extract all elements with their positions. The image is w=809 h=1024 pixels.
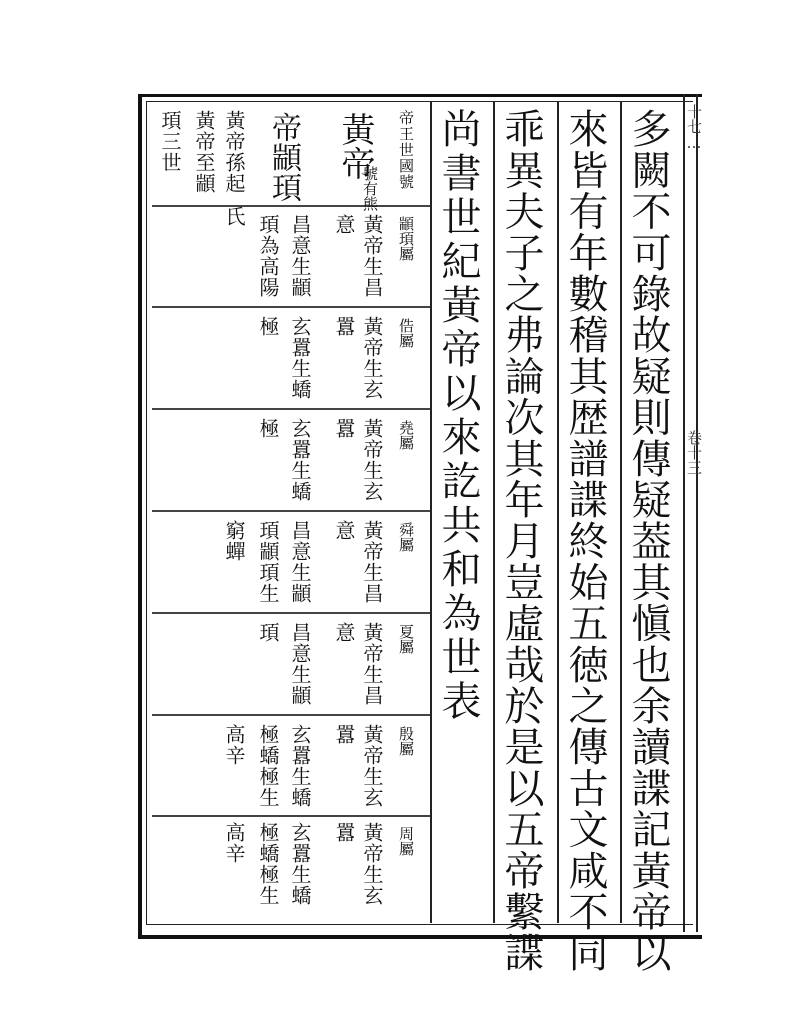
table-row-rule [152, 510, 430, 512]
preface-column-2: 來皆有年數稽其歴譜諜終始五徳之傳古文咸不同 [562, 108, 608, 974]
preface-column-3: 乖異夫子之弗論次其年月豈虛哉於是以五帝繫諜 [498, 108, 544, 974]
table-cell-suffix: 意 [332, 622, 356, 643]
table-cell: 昌意生顓 [288, 520, 312, 604]
table-header-cell: 顓頊屬 [397, 216, 415, 261]
table-cell: 極蟜極生 [256, 822, 280, 906]
table-cell: 黃帝生昌 [360, 214, 384, 298]
table-cell-suffix: 意 [332, 214, 356, 235]
preface-column-1: 多闕不可錄故疑則傳疑葢其愼也余讀諜記黃帝以 [625, 108, 671, 974]
margin-divider [683, 94, 685, 932]
table-cell: 黃帝生玄 [360, 316, 384, 400]
table-row-rule [152, 612, 430, 614]
table-row-rule [152, 408, 430, 410]
table-header-cell: 周屬 [397, 826, 415, 856]
margin-volume: 卷十三 [685, 430, 703, 475]
emperor-note-huangdi: 號有熊 [361, 166, 379, 211]
table-cell: 玄囂生蟜 [288, 418, 312, 502]
table-header-cell: 俈屬 [397, 318, 415, 348]
column-rule [620, 101, 622, 923]
table-header-cell: 堯屬 [397, 420, 415, 450]
table-cell: 高辛 [222, 724, 246, 766]
table-cell-suffix: 囂 [332, 724, 356, 745]
table-header-cell: 夏屬 [397, 624, 415, 654]
table-cell: 極 [256, 418, 280, 439]
table-cell: 高辛 [222, 822, 246, 864]
table-row-rule [152, 205, 430, 207]
table-cell: 玄囂生蟜 [288, 822, 312, 906]
table-cell: 黃帝生玄 [360, 822, 384, 906]
column-rule [557, 101, 559, 923]
column-rule [430, 101, 432, 923]
emperor-name-zhuanxu: 帝顓頊 [266, 112, 301, 202]
table-cell-suffix: 囂 [332, 418, 356, 439]
table-cell: 玄囂生蟜 [288, 316, 312, 400]
table-note-suffix: 氏 [222, 206, 246, 227]
table-cell: 昌意生顓 [288, 214, 312, 298]
table-cell-suffix: 意 [332, 520, 356, 541]
emperor-name-huangdi: 黃帝 [335, 112, 375, 180]
preface-column-4: 尚書世紀黃帝以來訖共和為世表 [435, 108, 481, 724]
margin-edge [696, 94, 698, 932]
column-rule [493, 101, 495, 923]
table-header-cell: 殷屬 [397, 726, 415, 756]
table-cell: 黃帝生昌 [360, 622, 384, 706]
table-cell: 頊為高陽 [256, 214, 280, 298]
table-cell: 黃帝生玄 [360, 724, 384, 808]
table-note-three-generations: 頊三世 [158, 110, 182, 173]
table-cell-suffix: 囂 [332, 316, 356, 337]
table-row-rule [152, 306, 430, 308]
table-cell: 窮蟬 [222, 520, 246, 562]
table-cell: 黃帝生玄 [360, 418, 384, 502]
table-note-huangdi-to: 黃帝至顓 [192, 110, 216, 194]
table-cell: 頊 [256, 622, 280, 643]
table-cell: 極蟜極生 [256, 724, 280, 808]
table-cell-suffix: 囂 [332, 822, 356, 843]
table-header-title: 帝王世國號 [397, 110, 415, 190]
table-header-cell: 舜屬 [397, 522, 415, 552]
table-row-rule [152, 815, 430, 817]
table-cell: 頊顓頊生 [256, 520, 280, 604]
table-cell: 極 [256, 316, 280, 337]
table-cell: 玄囂生蟜 [288, 724, 312, 808]
table-cell: 昌意生顓 [288, 622, 312, 706]
table-note-huangdi-sun: 黃帝孫起 [222, 110, 246, 194]
margin-header: 十七… [685, 104, 703, 152]
table-row-rule [152, 714, 430, 716]
table-cell: 黃帝生昌 [360, 520, 384, 604]
